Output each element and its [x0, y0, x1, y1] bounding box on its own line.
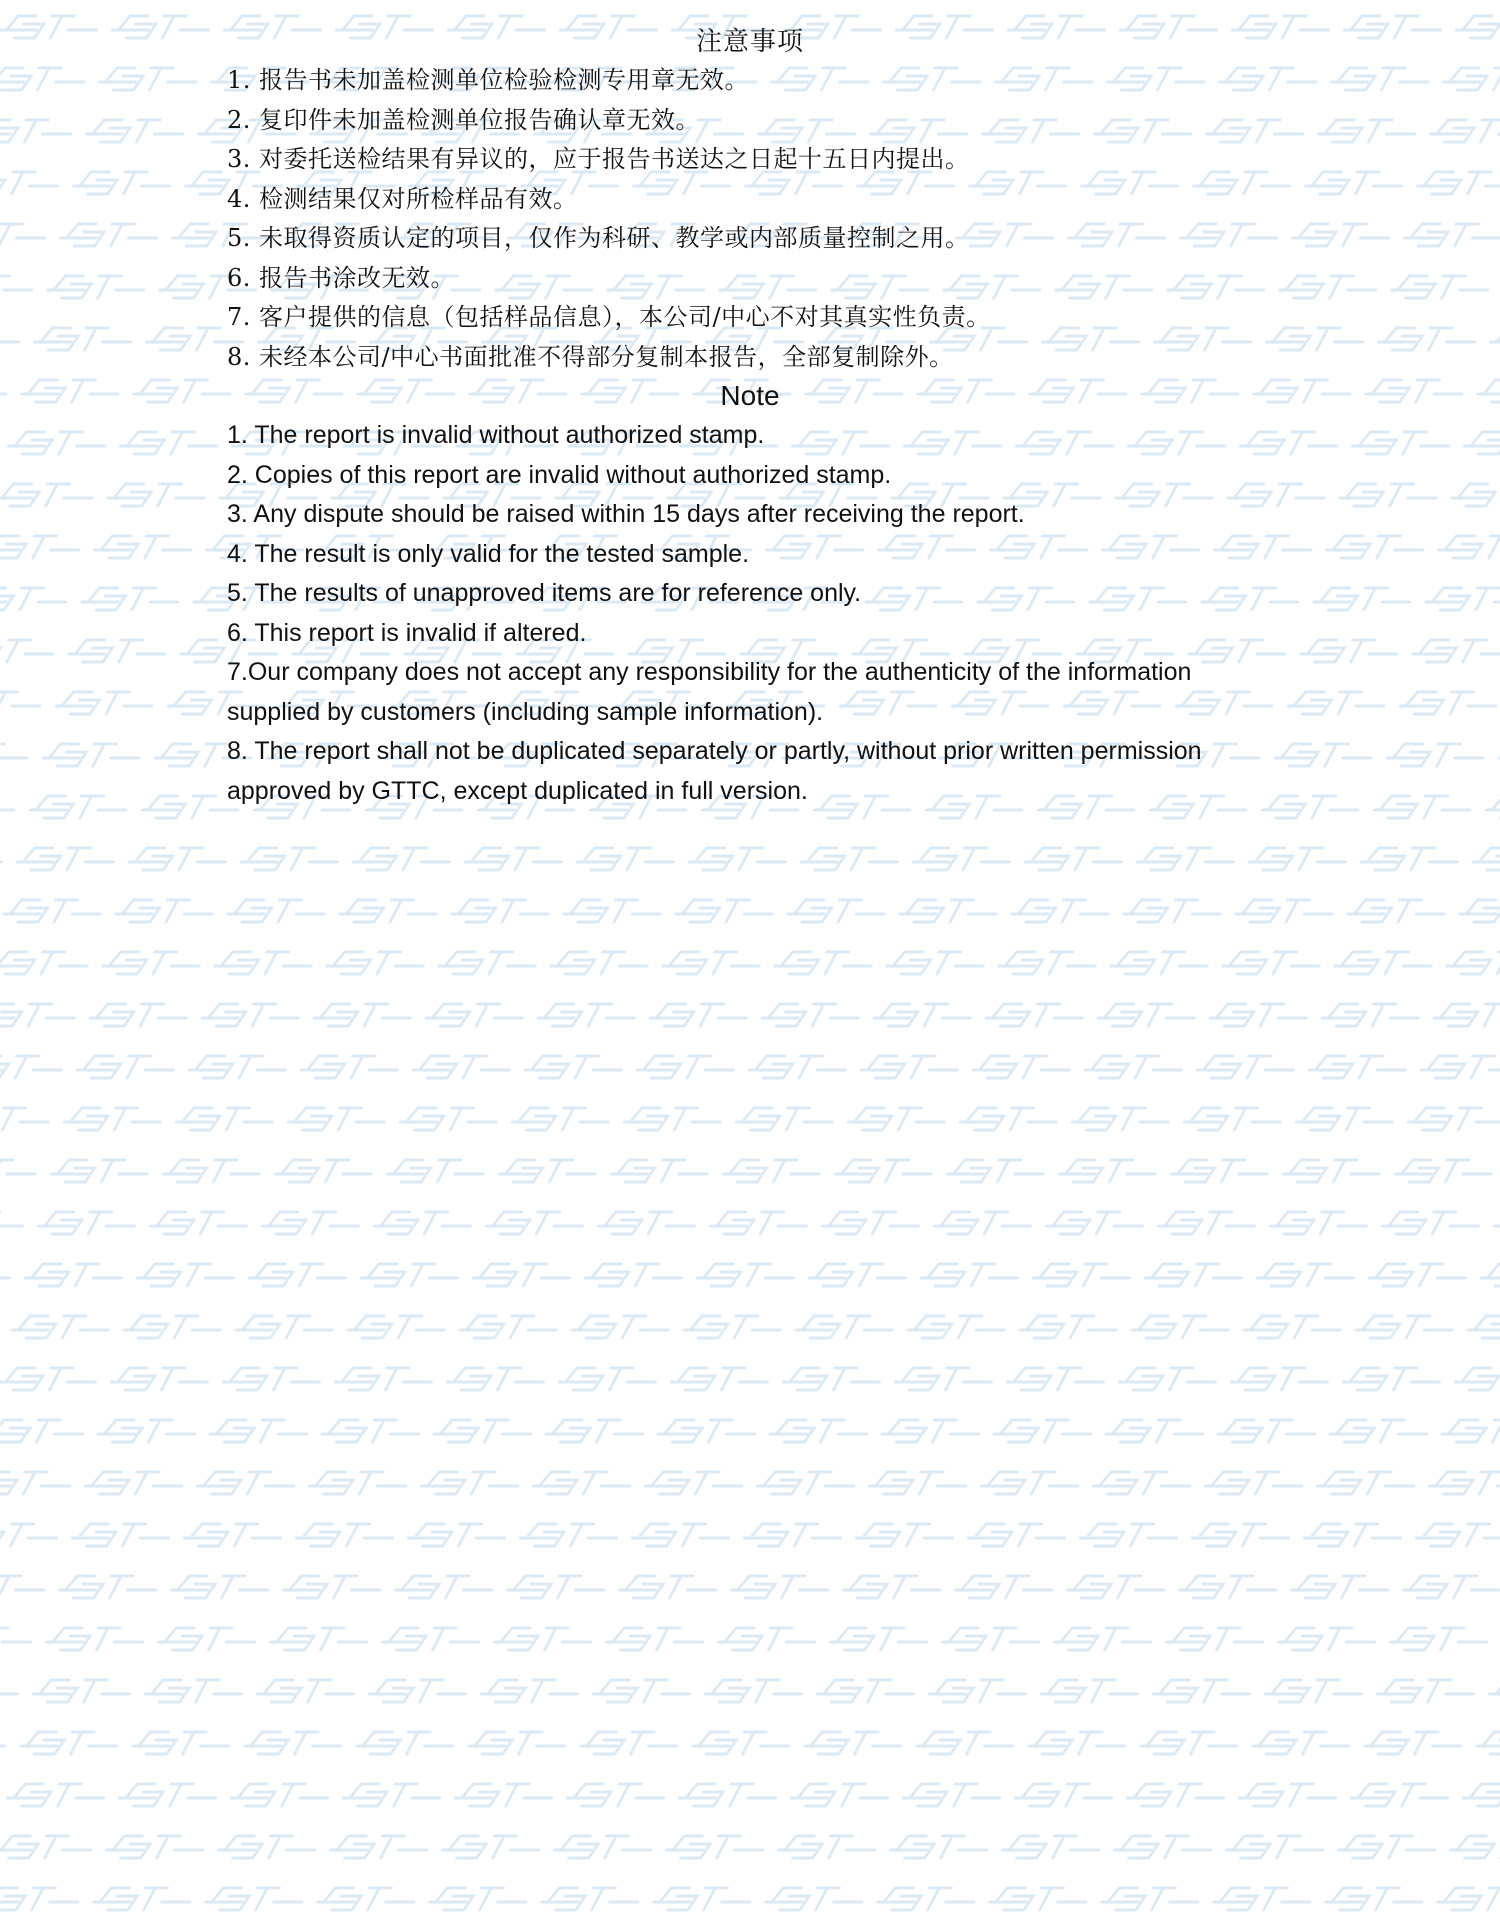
notice-item-en: 6. This report is invalid if altered. — [227, 618, 587, 647]
notice-title-cn: 注意事项 — [695, 27, 804, 57]
notice-item-en: 7.Our company does not accept any responsibility for the authenticity of the information supplied by customers (including sample information). — [227, 658, 1192, 726]
notice-item-cn: 5. 未取得资质认定的项目，仅作为科研、教学或内部质量控制之用。 — [227, 224, 970, 252]
notice-item-en: 1. The report is invalid without authorized stamp. — [227, 421, 765, 449]
notice-item-en: 2. Copies of this report are invalid without authorized stamp. — [227, 460, 892, 489]
notice-item-en: 8. The report shall not be duplicated separately or partly, without prior written permission approved by GTTC, except duplicated in full version. — [227, 737, 1202, 805]
notice-title-en: Note — [720, 380, 780, 411]
notice-item-cn: 7. 客户提供的信息（包括样品信息），本公司/中心不对其真实性负责。 — [227, 303, 991, 331]
notice-item-cn: 8. 未经本公司/中心书面批准不得部分复制本报告，全部复制除外。 — [227, 342, 954, 371]
notice-list-cn — [227, 61, 1377, 377]
notice-item-en: 5. The results of unapproved items are for reference only. — [227, 579, 862, 607]
notice-item-cn: 1. 报告书未加盖检测单位检验检测专用章无效。 — [227, 66, 750, 94]
notice-item-en: 3. Any dispute should be raised within 15 days after receiving the report. — [227, 500, 1025, 528]
notice-item-cn: 4. 检测结果仅对所检样品有效。 — [227, 184, 578, 213]
notice-item-cn: 2. 复印件未加盖检测单位报告确认章无效。 — [227, 105, 701, 134]
notice-list-en — [227, 416, 1287, 811]
notice-item-en: 4. The result is only valid for the tested sample. — [227, 539, 750, 568]
notice-item-cn: 6. 报告书涂改无效。 — [227, 263, 456, 292]
notice-item-cn: 3. 对委托送检结果有异议的，应于报告书送达之日起十五日内提出。 — [227, 145, 970, 173]
